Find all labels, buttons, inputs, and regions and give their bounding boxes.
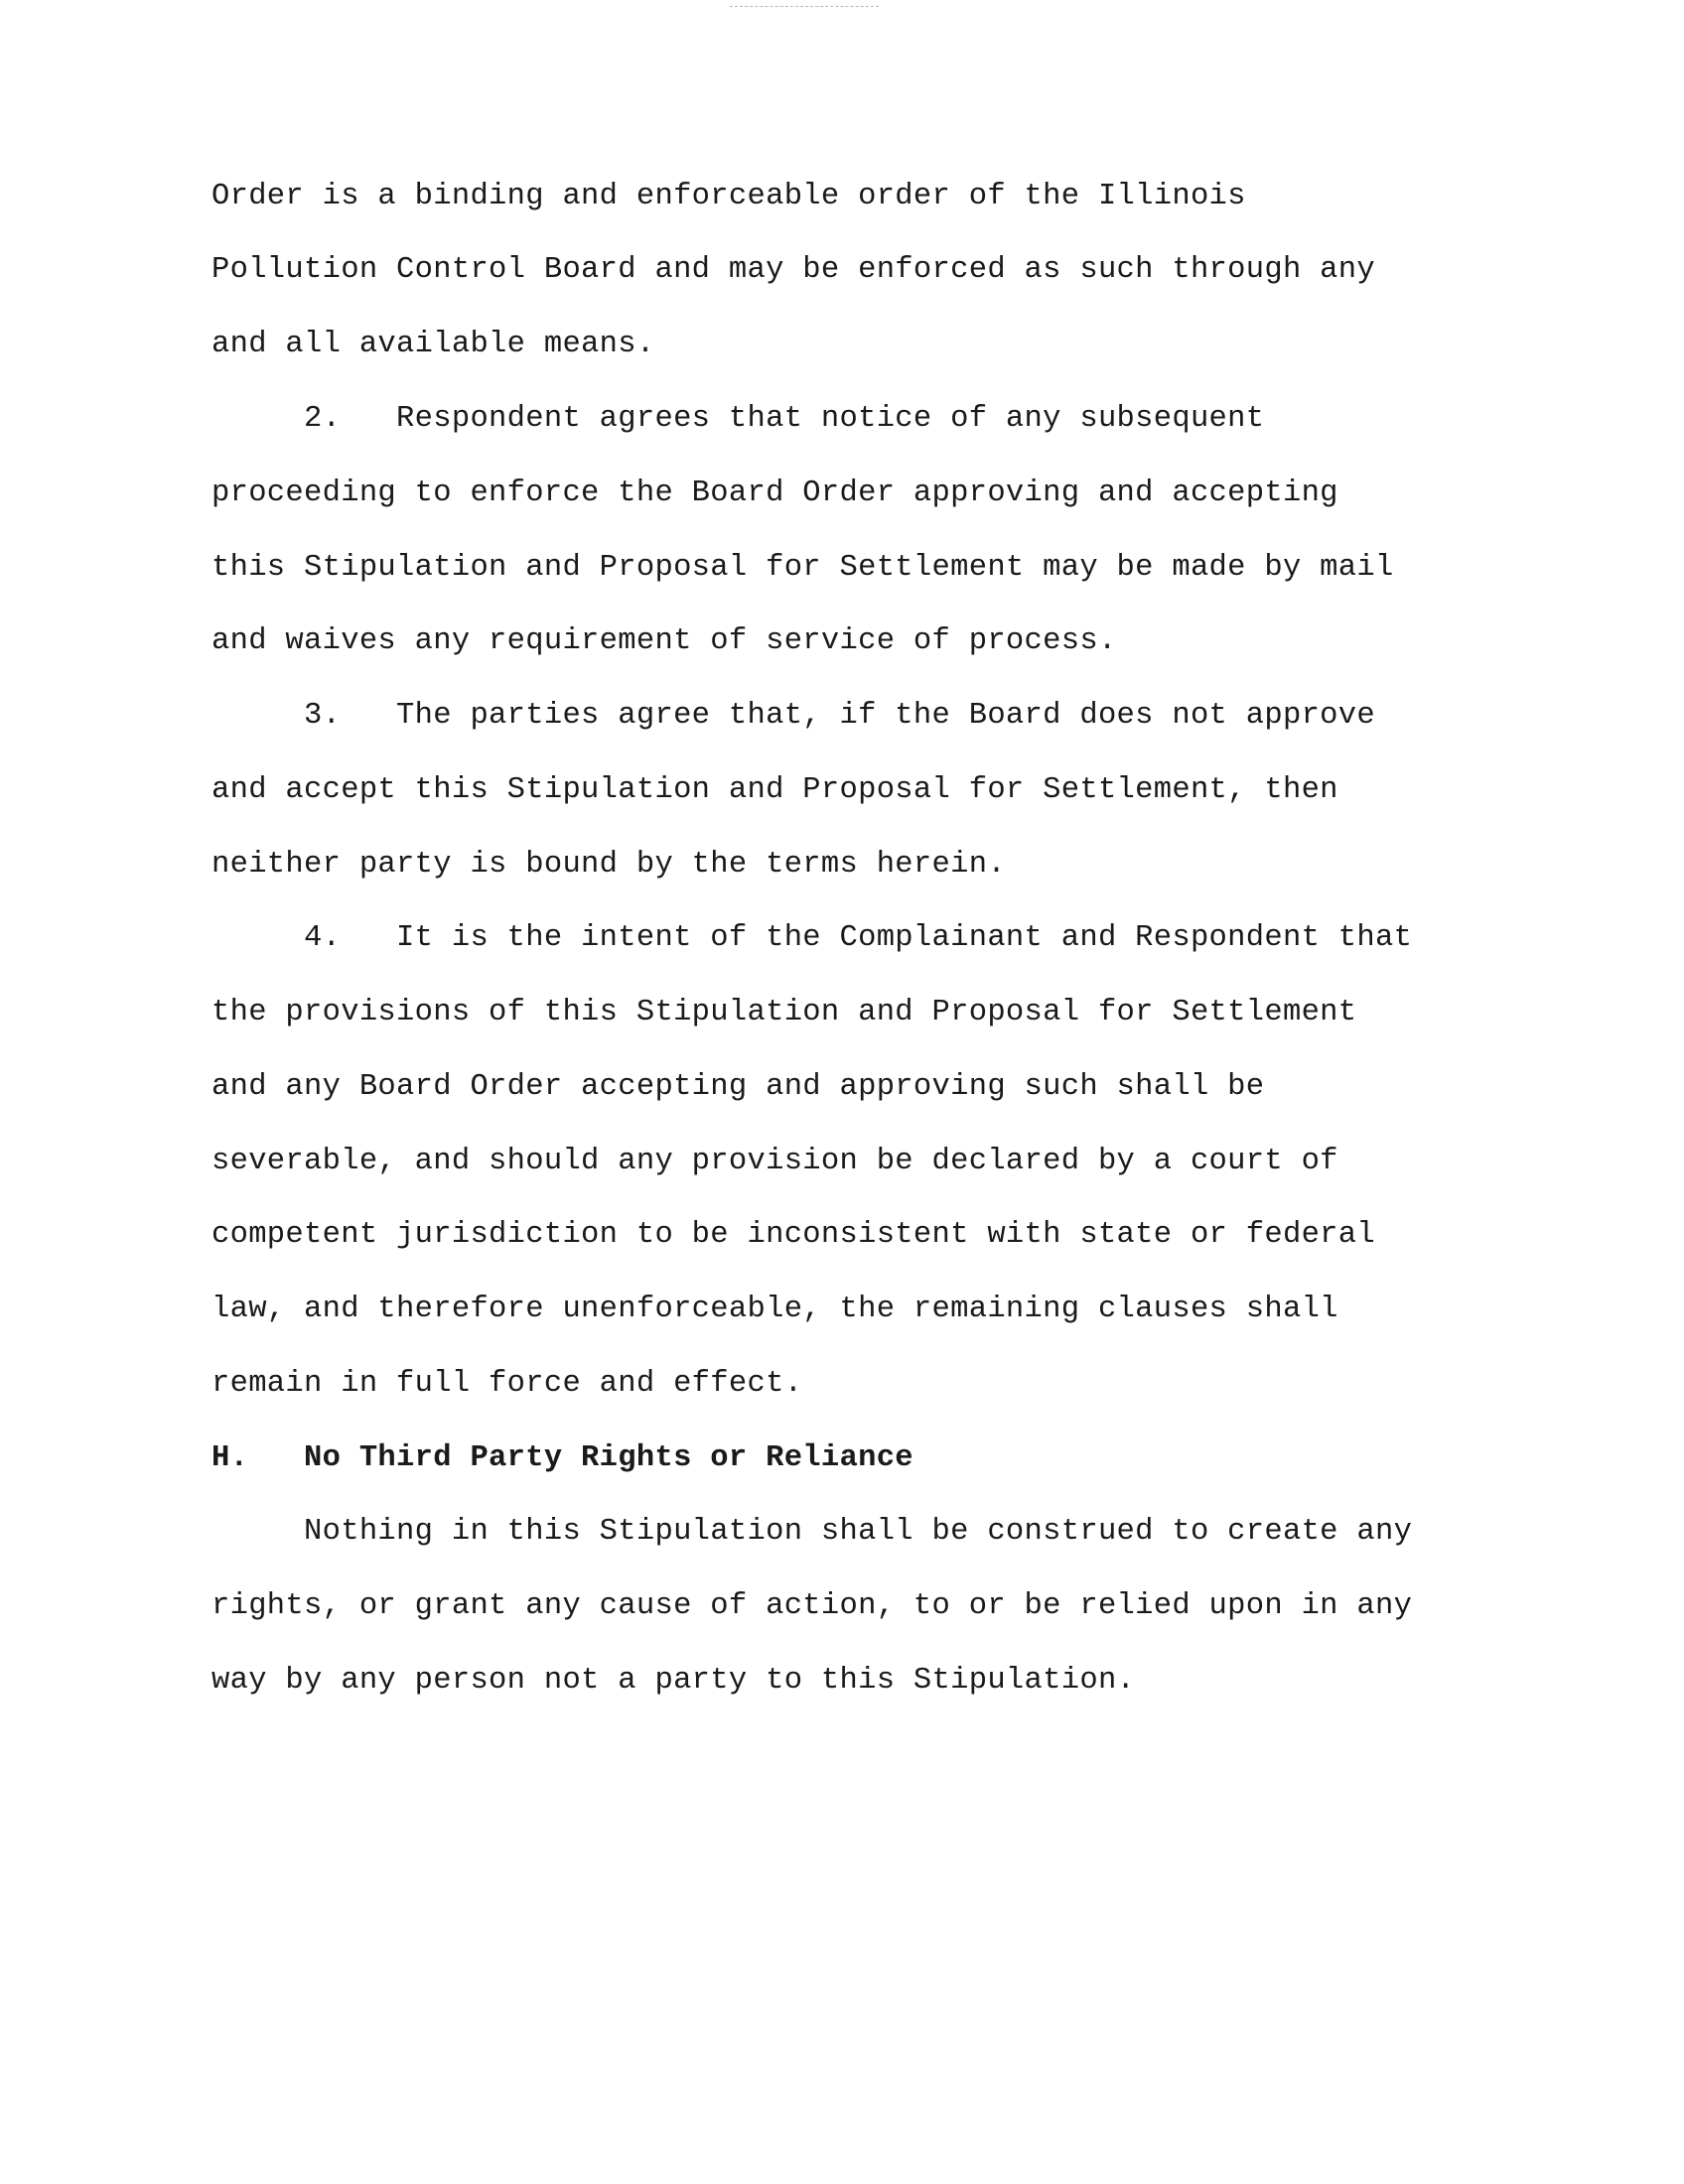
scan-artifact <box>730 6 879 7</box>
text-line: Order is a binding and enforceable order of the Illinois <box>211 180 1246 213</box>
text-line: neither party is bound by the terms herein. <box>211 848 1006 882</box>
paragraph-2-line: 2. Respondent agrees that notice of any subsequent <box>211 402 1265 436</box>
paragraph-4-line: 4. It is the intent of the Complainant and Respondent that <box>211 921 1413 955</box>
text-line: Pollution Control Board and may be enforced as such through any <box>211 253 1375 287</box>
section-h-heading: H. No Third Party Rights or Reliance <box>211 1441 913 1475</box>
section-h-line: Nothing in this Stipulation shall be construed to create any <box>211 1515 1413 1549</box>
text-line: and all available means. <box>211 328 655 361</box>
text-line: and waives any requirement of service of process. <box>211 624 1117 658</box>
text-line: law, and therefore unenforceable, the remaining clauses shall <box>211 1293 1338 1326</box>
text-line: proceeding to enforce the Board Order approving and accepting <box>211 477 1338 510</box>
text-line: this Stipulation and Proposal for Settlement may be made by mail <box>211 551 1394 585</box>
text-line: competent jurisdiction to be inconsistent with state or federal <box>211 1218 1375 1252</box>
text-line: the provisions of this Stipulation and Proposal for Settlement <box>211 996 1357 1029</box>
section-h-line: rights, or grant any cause of action, to or be relied upon in any <box>211 1589 1413 1623</box>
text-line: severable, and should any provision be declared by a court of <box>211 1145 1338 1178</box>
text-line: and any Board Order accepting and approving such shall be <box>211 1070 1265 1104</box>
section-h-line: way by any person not a party to this Stipulation. <box>211 1664 1136 1698</box>
paragraph-3-line: 3. The parties agree that, if the Board does not approve <box>211 699 1375 733</box>
text-line: remain in full force and effect. <box>211 1367 803 1401</box>
text-line: and accept this Stipulation and Proposal for Settlement, then <box>211 773 1338 807</box>
